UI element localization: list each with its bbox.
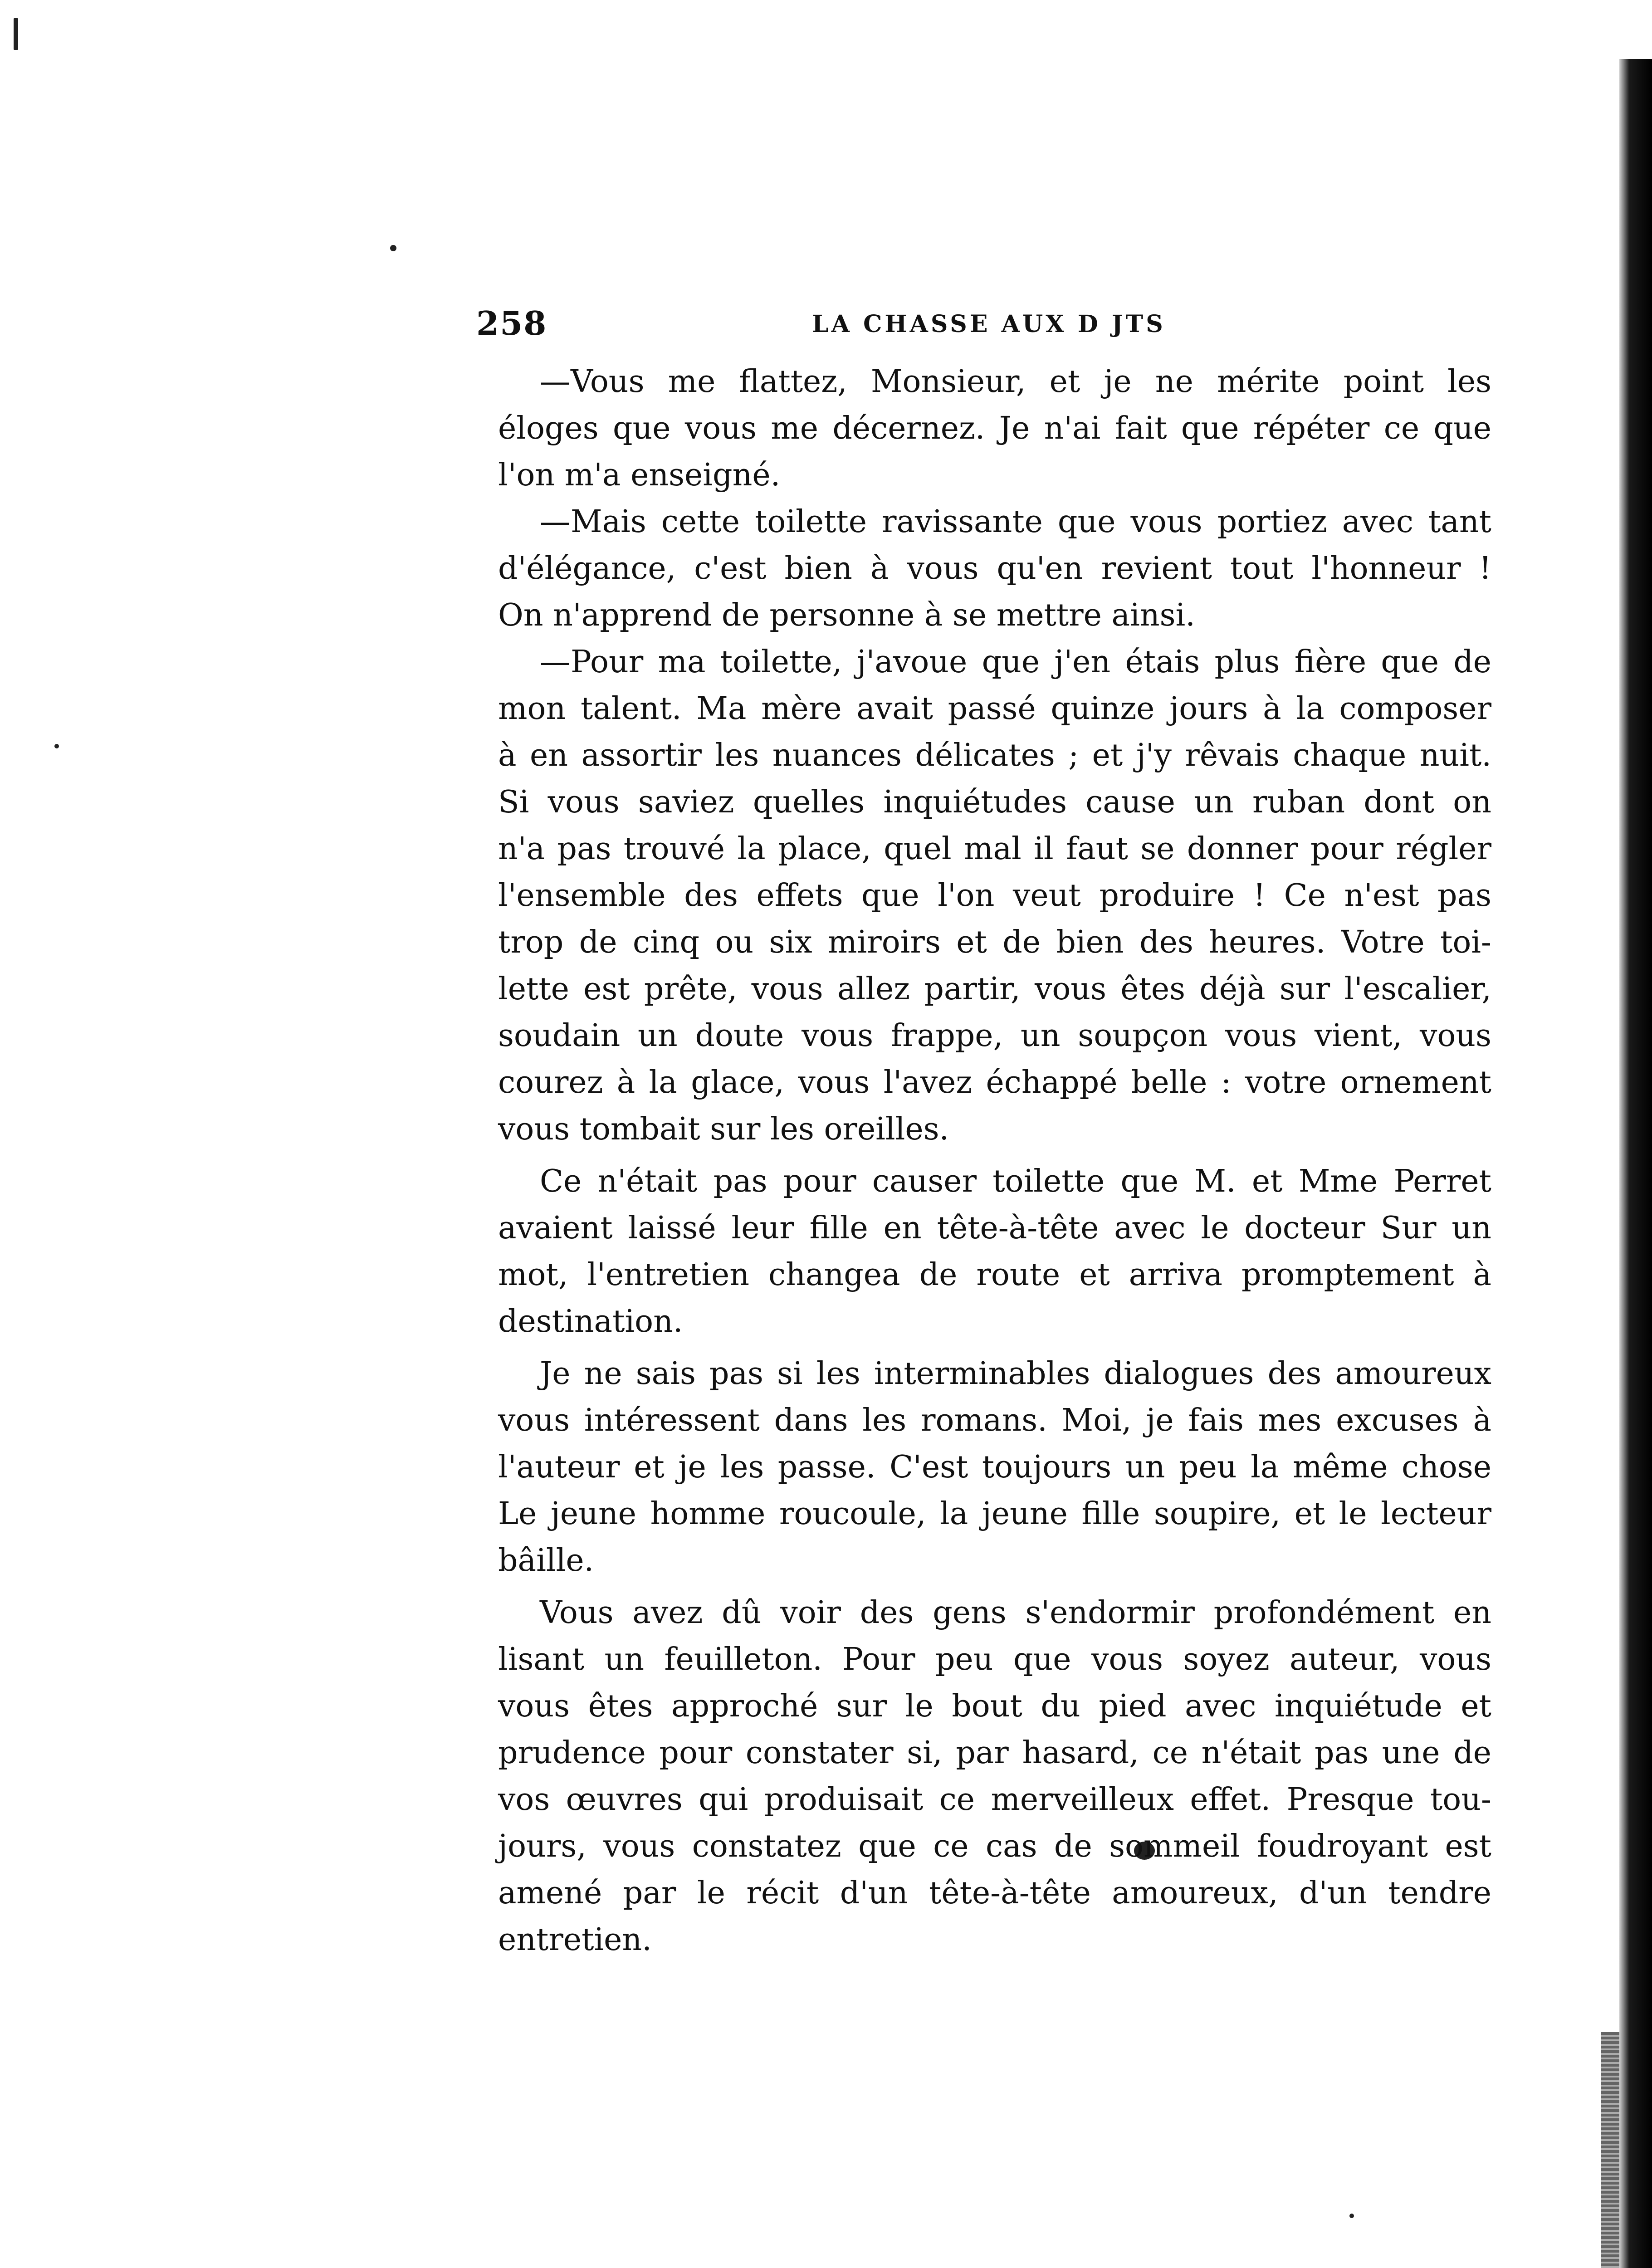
text-line: destination. (498, 1304, 683, 1339)
running-head: LA CHASSE AUX D JTS (812, 310, 1166, 338)
text-line: Ce n'était pas pour causer toilette que M. et Mme Perret (540, 1163, 1491, 1199)
text-line: prudence pour constater si, par hasard, ce n'était pas une de (498, 1735, 1491, 1771)
text-line: avaient laissé leur fille en tête-à-tête avec le docteur Sur un (498, 1210, 1491, 1246)
text-line: l'ensemble des effets que l'on veut produire ! Ce n'est pas (498, 878, 1491, 914)
text-line: Je ne sais pas si les interminables dialogues des amoureux (540, 1356, 1491, 1392)
page-binding-shadow (1619, 59, 1652, 2268)
text-line: entretien. (498, 1922, 652, 1958)
text-line: à en assortir les nuances délicates ; et j'y rêvais chaque nuit. (498, 738, 1491, 773)
text-line: Le jeune homme roucoule, la jeune fille soupire, et le lecteur (498, 1496, 1491, 1532)
text-line: vous intéressent dans les romans. Moi, je fais mes excuses à (498, 1403, 1491, 1438)
text-line: mon talent. Ma mère avait passé quinze jours à la composer (498, 691, 1491, 727)
text-line: Vous avez dû voir des gens s'endormir profondément en (540, 1595, 1491, 1631)
text-line: Si vous saviez quelles inquiétudes cause un ruban dont on (498, 784, 1491, 820)
paragraph-gap (498, 1345, 1491, 1350)
scan-speck (54, 744, 59, 748)
text-line: éloges que vous me décernez. Je n'ai fait que répéter ce que (498, 411, 1491, 446)
text-line: amené par le récit d'un tête-à-tête amoureux, d'un tendre (498, 1875, 1491, 1911)
text-line: —Pour ma toilette, j'avoue que j'en étais plus fière que de (540, 644, 1491, 680)
text-line: vous êtes approché sur le bout du pied avec inquiétude et (498, 1688, 1491, 1724)
text-line: bâille. (498, 1543, 594, 1579)
scan-speck (390, 245, 396, 251)
page-number: 258 (476, 304, 547, 342)
text-line: n'a pas trouvé la place, quel mal il faut se donner pour régler (498, 831, 1491, 867)
text-line: courez à la glace, vous l'avez échappé belle : votre ornement (498, 1065, 1491, 1100)
scan-speck (1349, 2214, 1354, 2218)
text-line: l'auteur et je les passe. C'est toujours un peu la même chose (498, 1449, 1491, 1485)
text-line: —Mais cette toilette ravissante que vous portiez avec tant (540, 504, 1491, 540)
scan-speck (14, 18, 18, 50)
text-line: On n'apprend de personne à se mettre ainsi. (498, 597, 1195, 633)
paragraph-gap (498, 1153, 1491, 1158)
text-line: —Vous me flattez, Monsieur, et je ne mérite point les (540, 364, 1491, 400)
text-line: vos œuvres qui produisait ce merveilleux effet. Presque tou- (498, 1782, 1491, 1818)
text-line: jours, vous constatez que ce cas de sommeil foudroyant est (498, 1828, 1491, 1864)
page-header (476, 304, 1488, 345)
body-text (498, 358, 1491, 1963)
page-edge-texture (1601, 2032, 1619, 2268)
text-line: trop de cinq ou six miroirs et de bien des heures. Votre toi- (498, 924, 1491, 960)
text-line: lette est prête, vous allez partir, vous êtes déjà sur l'escalier, (498, 971, 1491, 1007)
text-line: lisant un feuilleton. Pour peu que vous soyez auteur, vous (498, 1642, 1491, 1677)
text-line: mot, l'entretien changea de route et arriva promptement à (498, 1257, 1491, 1293)
paragraph-gap (498, 1584, 1491, 1589)
text-line: d'élégance, c'est bien à vous qu'en revient tout l'honneur ! (498, 551, 1491, 587)
text-line: l'on m'a enseigné. (498, 457, 781, 493)
text-line: vous tombait sur les oreilles. (498, 1111, 949, 1147)
text-line: soudain un doute vous frappe, un soupçon vous vient, vous (498, 1018, 1491, 1054)
